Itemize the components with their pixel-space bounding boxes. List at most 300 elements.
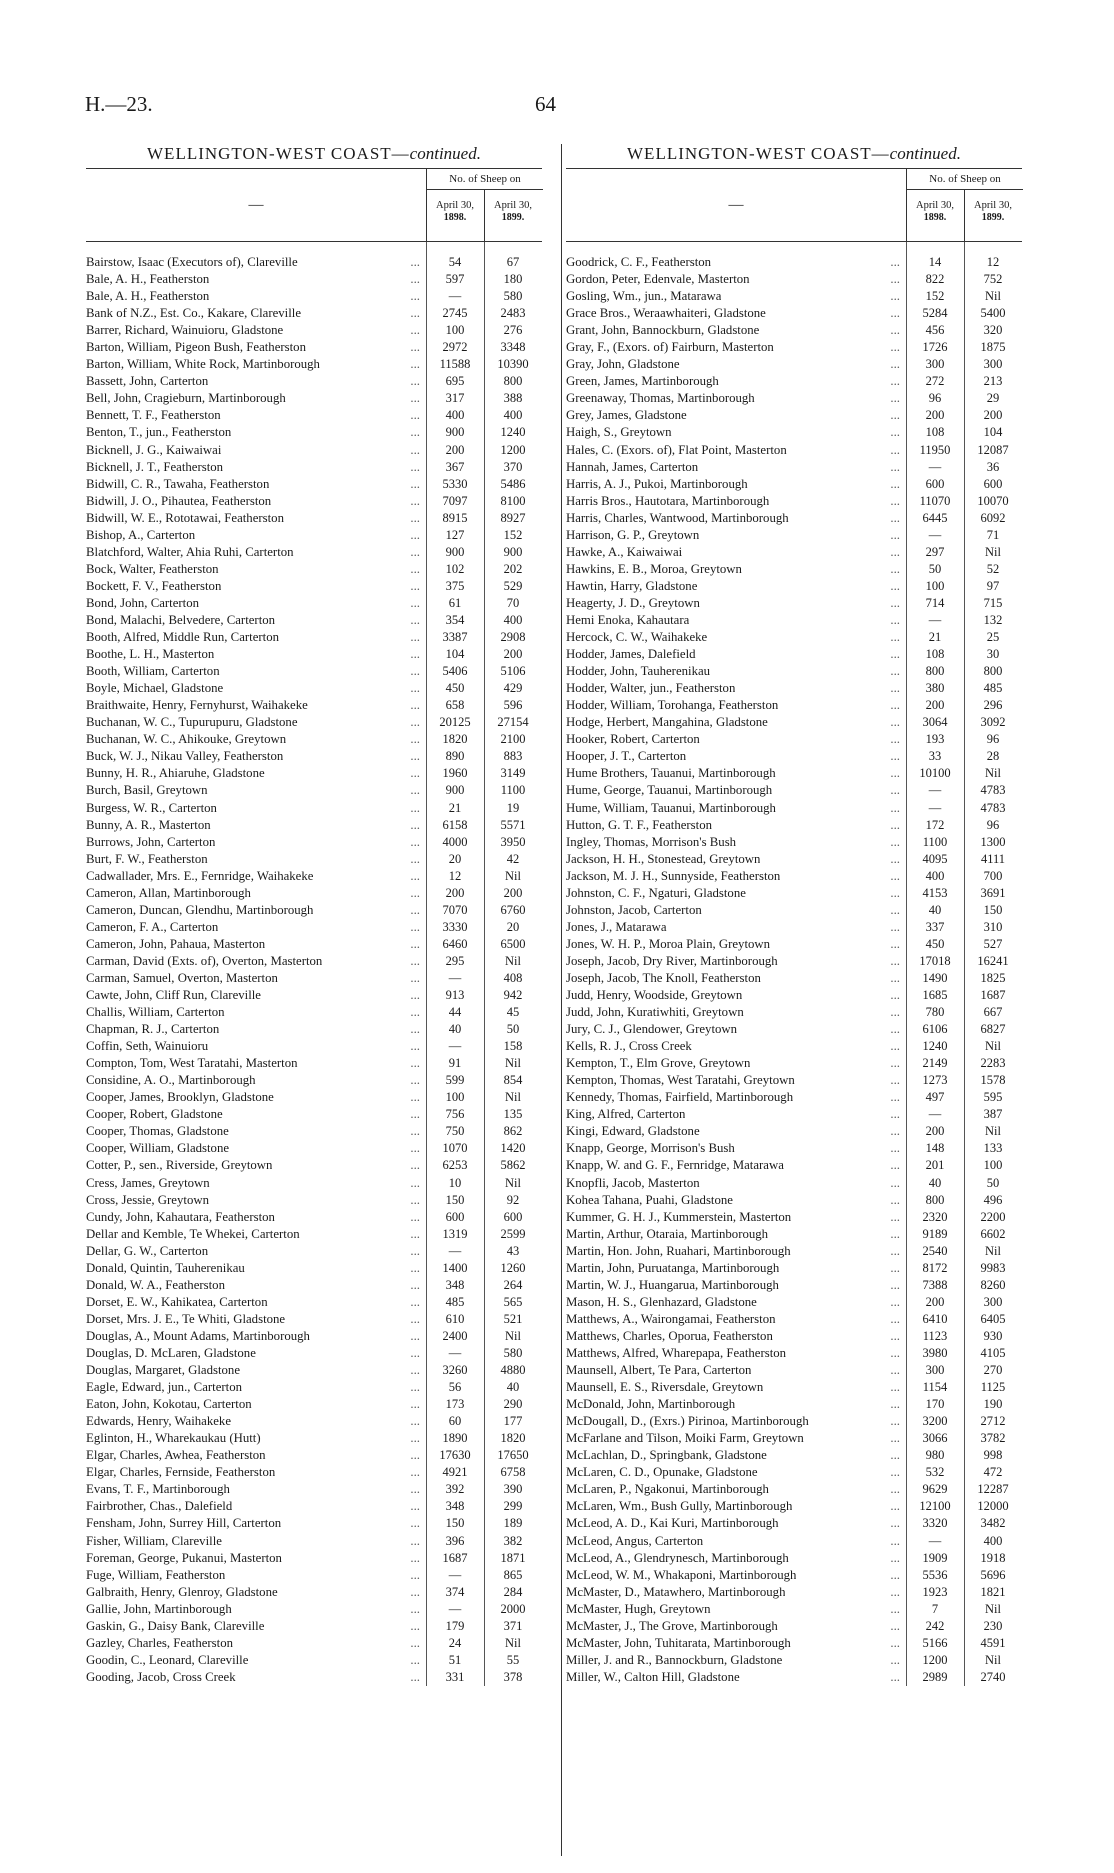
leader-dots: ... — [410, 800, 420, 815]
owner-cell — [566, 1533, 906, 1550]
leader-dots: ... — [890, 544, 900, 559]
header-1898-year: 1898. — [923, 212, 947, 223]
sheep-1899: 1918 — [980, 1550, 1006, 1565]
owner-name: Kingi, Edward, Gladstone — [566, 1124, 700, 1139]
header-1899 — [964, 190, 1021, 241]
owner-cell — [566, 424, 906, 441]
sheep-1899: Nil — [505, 1175, 521, 1190]
owner-cell — [566, 1601, 906, 1618]
sheep-1899: Nil — [985, 766, 1001, 781]
sheep-1899: 230 — [983, 1618, 1003, 1633]
sheep-1899: 70 — [506, 595, 520, 610]
table-row — [86, 1447, 542, 1464]
sheep-1899: 12 — [986, 255, 1000, 269]
owner-name: Fensham, John, Surrey Hill, Carterton — [86, 1516, 282, 1531]
owner-cell — [566, 1567, 906, 1584]
sheep-1898: — — [928, 1107, 942, 1122]
table-row — [86, 1209, 542, 1226]
column-rule — [964, 242, 965, 1686]
table-row — [566, 1192, 1022, 1209]
leader-dots: ... — [890, 1073, 900, 1088]
owner-cell — [566, 1396, 906, 1413]
table-row — [86, 544, 542, 561]
sheep-1898: 6445 — [922, 510, 948, 525]
sheep-1899: 310 — [983, 919, 1003, 934]
sheep-1899: 371 — [503, 1618, 523, 1633]
owner-cell — [566, 851, 906, 868]
owner-name: Harris, Charles, Wantwood, Martinborough — [566, 510, 789, 525]
leader-dots: ... — [890, 1431, 900, 1446]
leader-dots: ... — [890, 255, 900, 269]
owner-name: Hercock, C. W., Waihakeke — [566, 630, 708, 645]
owner-name: McLeod, Angus, Carterton — [566, 1533, 704, 1548]
sheep-1899: 10390 — [497, 357, 529, 372]
owner-name: Bond, Malachi, Belvedere, Carterton — [86, 612, 276, 627]
owner-name: Harrison, G. P., Greytown — [566, 527, 700, 542]
name-column-header: — — [728, 197, 744, 213]
owner-cell — [86, 424, 426, 441]
owner-cell — [86, 544, 426, 561]
leader-dots: ... — [890, 817, 900, 832]
leader-dots: ... — [890, 527, 900, 542]
table-row — [86, 970, 542, 987]
sheep-1898: 2972 — [442, 340, 468, 355]
column-divider — [561, 144, 562, 1856]
leader-dots: ... — [890, 1652, 900, 1667]
table-row — [86, 1038, 542, 1055]
leader-dots: ... — [410, 1005, 420, 1020]
owner-cell — [86, 646, 426, 663]
owner-name: Douglas, A., Mount Adams, Martinborough — [86, 1328, 310, 1343]
sheep-1898: 56 — [448, 1380, 462, 1395]
owner-name: Gordon, Peter, Edenvale, Masterton — [566, 272, 750, 287]
sheep-1899: 300 — [983, 357, 1003, 372]
owner-cell — [566, 800, 906, 817]
owner-name: Cameron, Allan, Martinborough — [86, 885, 251, 900]
sheep-1899: 854 — [503, 1073, 523, 1088]
table-row — [86, 271, 542, 288]
owner-name: Bale, A. H., Featherston — [86, 289, 210, 304]
owner-cell — [566, 714, 906, 731]
owner-name: Cadwallader, Mrs. E., Fernridge, Waihakeke — [86, 868, 314, 883]
owner-cell — [86, 731, 426, 748]
owner-name: McMaster, D., Matawhero, Martinborough — [566, 1584, 786, 1599]
owner-name: Hodder, William, Torohanga, Featherston — [566, 698, 779, 713]
table-row — [86, 254, 542, 271]
table-row — [566, 765, 1022, 782]
owner-name: Martin, John, Puruatanga, Martinborough — [566, 1260, 780, 1275]
owner-cell — [566, 902, 906, 919]
sheep-1898: 40 — [448, 1022, 462, 1037]
owner-name: Considine, A. O., Martinborough — [86, 1073, 256, 1088]
sheep-1898: 658 — [445, 698, 465, 713]
owner-name: Bond, John, Carterton — [86, 595, 200, 610]
leader-dots: ... — [410, 868, 420, 883]
table-row — [566, 1567, 1022, 1584]
owner-cell — [86, 459, 426, 476]
sheep-1898: 3064 — [922, 715, 948, 730]
sheep-1899: 387 — [983, 1107, 1003, 1122]
table-row — [566, 834, 1022, 851]
sheep-1899: Nil — [985, 289, 1001, 304]
sheep-1899: 1687 — [980, 988, 1006, 1003]
owner-name: Hodder, James, Dalefield — [566, 647, 696, 662]
name-column-header: — — [248, 197, 264, 213]
table-row — [86, 1413, 542, 1430]
table-row — [566, 919, 1022, 936]
leader-dots: ... — [890, 902, 900, 917]
sheep-1898: 396 — [445, 1533, 465, 1548]
sheep-1899: 400 — [503, 408, 523, 423]
owner-name: Benton, T., jun., Featherston — [86, 425, 232, 440]
owner-name: Dellar, G. W., Carterton — [86, 1243, 209, 1258]
table-row — [566, 373, 1022, 390]
sheep-1899: 5571 — [500, 817, 526, 832]
owner-name: Buchanan, W. C., Ahikouke, Greytown — [86, 732, 287, 747]
owner-name: Hawtin, Harry, Gladstone — [566, 578, 698, 593]
table-row — [86, 1311, 542, 1328]
owner-cell — [86, 373, 426, 390]
owner-name: Bidwill, C. R., Tawaha, Featherston — [86, 476, 270, 491]
leader-dots: ... — [410, 1107, 420, 1122]
table-row — [566, 407, 1022, 424]
sheep-1899: 862 — [503, 1124, 523, 1139]
table-row — [86, 748, 542, 765]
leader-dots: ... — [410, 1328, 420, 1343]
column-title — [566, 144, 1022, 168]
owner-cell — [86, 1362, 426, 1379]
owner-name: Booth, Alfred, Middle Run, Carterton — [86, 630, 279, 645]
owner-cell — [566, 1038, 906, 1055]
sheep-1899: 529 — [503, 578, 523, 593]
table-row — [86, 1328, 542, 1345]
owner-cell — [86, 1140, 426, 1157]
owner-cell — [86, 970, 426, 987]
sheep-1898: 1070 — [442, 1141, 468, 1156]
sheep-1898: 5166 — [922, 1635, 948, 1650]
owner-name: Cameron, F. A., Carterton — [86, 919, 219, 934]
sheep-1899: 752 — [983, 272, 1003, 287]
sheep-1898: 297 — [925, 544, 945, 559]
sheep-1899: 1875 — [980, 340, 1006, 355]
sheep-1898: 354 — [445, 612, 465, 627]
owner-cell — [86, 817, 426, 834]
sheep-1898: 108 — [925, 647, 945, 662]
sheep-1898: 7070 — [442, 902, 468, 917]
owner-cell — [86, 919, 426, 936]
owner-cell — [86, 561, 426, 578]
sheep-1898: 2989 — [922, 1669, 948, 1684]
owner-cell — [566, 885, 906, 902]
sheep-1898: 2320 — [922, 1209, 948, 1224]
leader-dots: ... — [410, 988, 420, 1003]
owner-name: Gosling, Wm., jun., Matarawa — [566, 289, 722, 304]
table-row — [566, 1464, 1022, 1481]
sheep-1898: 6106 — [922, 1022, 948, 1037]
sheep-1899: 1100 — [500, 783, 526, 798]
owner-name: McLeod, W. M., Whakaponi, Martinborough — [566, 1567, 797, 1582]
sheep-1899: 382 — [503, 1533, 523, 1548]
owner-cell — [86, 714, 426, 731]
owner-cell — [566, 544, 906, 561]
table-row — [86, 680, 542, 697]
sheep-1899: 388 — [503, 391, 523, 406]
owner-cell — [566, 1362, 906, 1379]
owner-name: Harris, A. J., Pukoi, Martinborough — [566, 476, 748, 491]
sheep-1899: 40 — [506, 1380, 520, 1395]
sheep-1898: 100 — [925, 578, 945, 593]
leader-dots: ... — [410, 630, 420, 645]
sheep-1898: 200 — [445, 442, 465, 457]
owner-cell — [566, 442, 906, 459]
sheep-1898: 900 — [445, 783, 465, 798]
table-row — [86, 1515, 542, 1532]
leader-dots: ... — [890, 442, 900, 457]
owner-cell — [86, 390, 426, 407]
leader-dots: ... — [410, 902, 420, 917]
owner-cell — [566, 1515, 906, 1532]
leader-dots: ... — [890, 1124, 900, 1139]
table-row — [86, 1021, 542, 1038]
leader-dots: ... — [410, 1124, 420, 1139]
leader-dots: ... — [410, 1567, 420, 1582]
owner-name: Edwards, Henry, Waihakeke — [86, 1414, 232, 1429]
table-row — [86, 1294, 542, 1311]
table-row — [86, 1260, 542, 1277]
owner-cell — [566, 1584, 906, 1601]
report-code: H.—23. — [85, 92, 153, 116]
table-row — [566, 1209, 1022, 1226]
table-row — [566, 1226, 1022, 1243]
owner-cell — [86, 663, 426, 680]
column-title — [86, 144, 542, 168]
sheep-1898: 375 — [445, 578, 465, 593]
sheep-1898: — — [448, 289, 462, 304]
sheep-1899: 290 — [503, 1397, 523, 1412]
sheep-1899: 8260 — [980, 1277, 1006, 1292]
table-row — [566, 1447, 1022, 1464]
sheep-1898: 980 — [925, 1448, 945, 1463]
table-row — [86, 714, 542, 731]
table-row — [86, 800, 542, 817]
owner-name: Donald, W. A., Featherston — [86, 1277, 225, 1292]
owner-name: Compton, Tom, West Taratahi, Masterton — [86, 1056, 298, 1071]
sheep-1898: 597 — [445, 272, 465, 287]
owner-name: Carman, Samuel, Overton, Masterton — [86, 970, 278, 985]
leader-dots: ... — [410, 1209, 420, 1224]
leader-dots: ... — [890, 988, 900, 1003]
sheep-1898: 348 — [445, 1277, 465, 1292]
owner-name: Elgar, Charles, Fernside, Featherston — [86, 1465, 276, 1480]
leader-dots: ... — [890, 800, 900, 815]
sheep-1899: 2740 — [980, 1669, 1006, 1684]
sheep-1899: 135 — [503, 1107, 523, 1122]
table-row — [86, 663, 542, 680]
leader-dots: ... — [890, 595, 900, 610]
sheep-1899: 800 — [503, 374, 523, 389]
owner-cell — [566, 356, 906, 373]
sheep-1898: 456 — [925, 323, 945, 338]
owner-cell — [566, 1106, 906, 1123]
owner-cell — [566, 663, 906, 680]
table-row — [566, 578, 1022, 595]
sheep-1899: 177 — [503, 1414, 523, 1429]
owner-name: Cawte, John, Cliff Run, Clareville — [86, 988, 261, 1003]
table-row — [566, 851, 1022, 868]
owner-name: Elgar, Charles, Awhea, Featherston — [86, 1448, 266, 1463]
owner-cell — [86, 1447, 426, 1464]
leader-dots: ... — [410, 1311, 420, 1326]
owner-name: Knapp, W. and G. F., Fernridge, Matarawa — [566, 1158, 784, 1173]
leader-dots: ... — [410, 1039, 420, 1054]
table-row — [86, 1157, 542, 1174]
leader-dots: ... — [890, 1226, 900, 1241]
sheep-1899: 9983 — [980, 1260, 1006, 1275]
sheep-1899: 43 — [506, 1243, 520, 1258]
sheep-1899: 4880 — [500, 1363, 526, 1378]
owner-cell — [86, 1601, 426, 1618]
owner-name: Bank of N.Z., Est. Co., Kakare, Clareville — [86, 306, 302, 321]
owner-cell — [86, 1157, 426, 1174]
owner-name: Hodder, John, Tauherenikau — [566, 664, 711, 679]
owner-name: Gray, F., (Exors. of) Fairburn, Masterton — [566, 340, 774, 355]
owner-name: Hannah, James, Carterton — [566, 459, 699, 474]
owner-cell — [86, 1413, 426, 1430]
table-row — [566, 1243, 1022, 1260]
sheep-1898: — — [448, 1601, 462, 1616]
owner-cell — [86, 1533, 426, 1550]
owner-name: McMaster, J., The Grove, Martinborough — [566, 1618, 778, 1633]
table-row — [566, 1089, 1022, 1106]
leader-dots: ... — [410, 306, 420, 321]
sheep-1898: 1890 — [442, 1431, 468, 1446]
sheep-1898: 61 — [448, 595, 462, 610]
sheep-1898: 6253 — [442, 1158, 468, 1173]
sheep-1899: Nil — [985, 1039, 1001, 1054]
owner-name: Foreman, George, Pukanui, Masterton — [86, 1550, 282, 1565]
sheep-1898: 8172 — [922, 1260, 948, 1275]
sheep-1899: 12287 — [977, 1482, 1009, 1497]
leader-dots: ... — [890, 936, 900, 951]
header-1899-date: April 30, — [494, 200, 532, 211]
sheep-1899: 132 — [983, 612, 1003, 627]
sheep-1899: 596 — [503, 698, 523, 713]
owner-name: Heagerty, J. D., Greytown — [566, 595, 700, 610]
table-row — [566, 1379, 1022, 1396]
owner-name: Evans, T. F., Martinborough — [86, 1482, 230, 1497]
owner-cell — [566, 390, 906, 407]
owner-name: McLaren, C. D., Opunake, Gladstone — [566, 1465, 758, 1480]
owner-name: Barton, William, Pigeon Bush, Featherston — [86, 340, 306, 355]
leader-dots: ... — [890, 323, 900, 338]
owner-name: McLaren, P., Ngakonui, Martinborough — [566, 1482, 769, 1497]
sheep-1899: 1821 — [980, 1584, 1006, 1599]
owner-name: Burgess, W. R., Carterton — [86, 800, 217, 815]
sheep-1899: 52 — [986, 561, 1000, 576]
sheep-1898: 7 — [931, 1601, 939, 1616]
table-row — [566, 305, 1022, 322]
sheep-1898: 148 — [925, 1141, 945, 1156]
owner-name: Miller, W., Calton Hill, Gladstone — [566, 1669, 740, 1684]
owner-name: Barton, William, White Rock, Martinborough — [86, 357, 320, 372]
sheep-1898: 40 — [928, 902, 942, 917]
sheep-1899: 133 — [983, 1141, 1003, 1156]
owner-name: Donald, Quintin, Tauherenikau — [86, 1260, 245, 1275]
owner-cell — [86, 1652, 426, 1669]
leader-dots: ... — [890, 664, 900, 679]
leader-dots: ... — [890, 561, 900, 576]
owner-name: Cameron, Duncan, Glendhu, Martinborough — [86, 902, 314, 917]
leader-dots: ... — [890, 289, 900, 304]
owner-name: Martin, W. J., Huangarua, Martinborough — [566, 1277, 779, 1292]
owner-name: Hales, C. (Exors. of), Flat Point, Masterton — [566, 442, 787, 457]
owner-name: Burch, Basil, Greytown — [86, 783, 208, 798]
leader-dots: ... — [410, 1022, 420, 1037]
table-row — [86, 1226, 542, 1243]
owner-cell — [86, 936, 426, 953]
owner-name: Johnston, Jacob, Carterton — [566, 902, 702, 917]
leader-dots: ... — [890, 834, 900, 849]
sheep-1899: Nil — [505, 868, 521, 883]
sheep-1899: Nil — [985, 1652, 1001, 1667]
owner-cell — [566, 1652, 906, 1669]
header-1899-year: 1899. — [501, 212, 525, 223]
sheep-1898: 800 — [925, 1192, 945, 1207]
sheep-1898: 600 — [925, 476, 945, 491]
sheep-1899: Nil — [505, 1635, 521, 1650]
sheep-1899: 4783 — [980, 800, 1006, 815]
table-row — [86, 459, 542, 476]
leader-dots: ... — [890, 953, 900, 968]
sheep-1899: 378 — [503, 1669, 523, 1684]
sheep-1899: 29 — [986, 391, 1000, 406]
table-row — [86, 1430, 542, 1447]
owner-cell — [86, 1498, 426, 1515]
leader-dots: ... — [410, 391, 420, 406]
owner-cell — [86, 442, 426, 459]
leader-dots: ... — [890, 1516, 900, 1531]
leader-dots: ... — [890, 851, 900, 866]
sheep-1898: 21 — [448, 800, 462, 815]
owner-name: McDonald, John, Martinborough — [566, 1397, 736, 1412]
leader-dots: ... — [410, 1635, 420, 1650]
table-row — [86, 424, 542, 441]
sheep-1898: 374 — [445, 1584, 465, 1599]
sheep-1898: 11070 — [919, 493, 951, 508]
owner-cell — [566, 1175, 906, 1192]
table-row — [566, 748, 1022, 765]
leader-dots: ... — [410, 408, 420, 423]
leader-dots: ... — [890, 1346, 900, 1360]
sheep-1898: 3066 — [922, 1431, 948, 1446]
owner-cell — [566, 1447, 906, 1464]
owner-name: Martin, Arthur, Otaraia, Martinborough — [566, 1226, 769, 1241]
owner-cell — [86, 1464, 426, 1481]
sheep-1899: 2908 — [500, 630, 526, 645]
table-row — [566, 288, 1022, 305]
sheep-1898: 1726 — [922, 340, 948, 355]
owner-name: Bairstow, Isaac (Executors of), Clareville — [86, 255, 298, 269]
leader-dots: ... — [890, 1397, 900, 1412]
table-row — [86, 953, 542, 970]
owner-cell — [566, 407, 906, 424]
table-row — [566, 782, 1022, 799]
leader-dots: ... — [410, 885, 420, 900]
table-row — [566, 680, 1022, 697]
sheep-1898: 780 — [925, 1005, 945, 1020]
owner-cell — [86, 1004, 426, 1021]
owner-name: Galbraith, Henry, Glenroy, Gladstone — [86, 1584, 278, 1599]
